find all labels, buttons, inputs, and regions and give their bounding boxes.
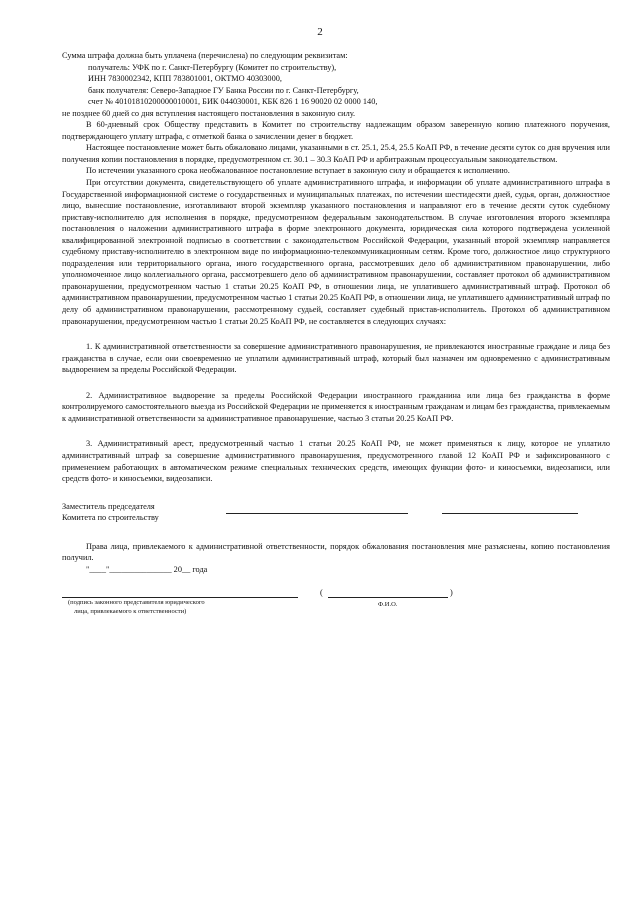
receipt-date-line: "____"_______________ 20__ года	[86, 564, 208, 574]
document-body	[62, 50, 610, 657]
fio-open-paren: (	[320, 588, 323, 598]
rights-acknowledgement: Права лица, привлекаемого к административной ответственности, порядок обжалования постановления мне разъяснены, копию постановления получил.	[62, 541, 610, 563]
fio-close-paren: )	[450, 588, 453, 598]
paragraph-non-payment: При отсутствии документа, свидетельствующего об уплате административного штрафа, и информации об уплате административного штрафа в Государственной информационной системе о государственных и муниципальных платежах, по истечении шестидесяти дней, судья, орган, должностное лицо, вынесшие постановление, изготавливают второй экземпляр указанного постановления и направляют его в течение десяти суток судебному приставу-исполнителю для исполнения в порядке, предусмотренном федеральным законодательством. В случае изготовления второго экземпляра постановления о наложении административного штрафа в форме электронного документа, юридическая сила которого подтверждена усиленной квалифицированной электронной подписью в соответствии с законодательством Российской Федерации, указанный второй экземпляр направляется судебному приставу-исполнителю в электронном виде по информационно-телекоммуникационным сетям. Кроме того, должностное лицо структурного подразделения или территориального органа, иного государственного органа, рассмотревших дело об административном правонарушении, либо уполномоченное лицо коллегиального органа, рассмотревшего дело об административном правонарушении, составляет протокол об административном правонарушении, предусмотренном частью 1 статьи 20.25 КоАП РФ, в отношении лица, не уплатившего административный штраф. Протокол об административном правонарушении, предусмотренном частью 1 статьи 20.25 КоАП РФ, в отношении лица, не уплатившего административный штраф по делу об административном правонарушении, рассмотренному судьей, составляет судебный пристав-исполнитель. Протокол об административном правонарушении, предусмотренном частью 1 статьи 20.25 КоАП РФ, не составляется в следующих случаях:	[62, 178, 610, 326]
case-item-1: 1. К административной ответственности за совершение административного правонарушения, не привлекаются иностранные граждане и лица без гражданства в случае, если они своевременно не уплатили административный штраф, который был назначен им одновременно с административным выдворением за пределы Российской Федерации.	[62, 342, 610, 375]
signatory-title-line2: Комитета по строительству	[62, 513, 159, 523]
recipient-signature-block	[62, 587, 610, 657]
name-line	[442, 513, 578, 514]
page-number: 2	[317, 26, 323, 38]
signature-block	[62, 501, 610, 525]
representative-signature-line	[62, 597, 298, 598]
case-item-3: 3. Административный арест, предусмотренный частью 1 статьи 20.25 КоАП РФ, не может применяться к лицу, которое не уплатило административный штраф за совершение административного правонарушения, предусмотренного главой 12 КоАП РФ и зафиксированного с применением работающих в автоматическом режиме специальных технических средств, имеющих функции фото- и киносъемки, видеозаписи, или средств фото- и киносъемки, видеозаписи.	[62, 439, 610, 484]
case-item-2: 2. Административное выдворение за пределы Российской Федерации иностранного гражданина или лица без гражданства в форме контролируемого самостоятельного выезда из Российской Федерации не применяется к иностранным гражданам и лицам без гражданства, привлекаемым к административной ответственности за административное правонарушение, частью 3 статьи 20.25 КоАП РФ.	[62, 390, 610, 423]
payment-deadline: не позднее 60 дней со дня вступления настоящего постановления в законную силу.	[62, 108, 356, 118]
requisites-intro: Сумма штрафа должна быть уплачена (перечислена) по следующим реквизитам:	[62, 51, 348, 60]
paragraph-payment-proof: В 60-дневный срок Обществу представить в Комитет по строительству надлежащим образом заверенную копию платежного поручения, подтверждающего уплату штрафа, с отметкой банка о зачислении денег в бюджет.	[62, 120, 610, 141]
paragraph-entry-into-force: По истечении указанного срока необжалованное постановление вступает в законную силу и обращается к исполнению.	[86, 166, 510, 176]
signature-caption-line2: лица, привлекаемого к ответственности)	[74, 607, 187, 615]
requisites-recipient: получатель: УФК по г. Санкт-Петербургу (Комитет по строительству),	[88, 62, 337, 72]
signatory-title-line1: Заместитель председателя	[62, 501, 155, 511]
paragraph-appeal: Настоящее постановление может быть обжаловано лицами, указанными в ст. 25.1, 25.4, 25.5 КоАП РФ, в течение десяти суток со дня вручения или получения копии постановления в порядке, предусмотренном ст. 30.1 – 30.3 КоАП РФ и арбитражным процессуальным законодательством.	[62, 143, 610, 164]
fio-line	[328, 597, 448, 598]
requisites-bank: банк получателя: Северо-Западное ГУ Банка России по г. Санкт-Петербургу,	[88, 85, 359, 95]
signature-line	[226, 513, 408, 514]
signature-caption-line1: (подпись законного представителя юридического	[68, 599, 205, 607]
signature-caption	[68, 599, 205, 616]
requisites-inn: ИНН 7830002342, КПП 783801001, ОКТМО 40303000,	[88, 74, 282, 84]
requisites-account: счет № 40101810200000010001, БИК 044030001, КБК 826 1 16 90020 02 0000 140,	[88, 97, 378, 107]
fio-caption: Ф.И.О.	[378, 601, 398, 609]
